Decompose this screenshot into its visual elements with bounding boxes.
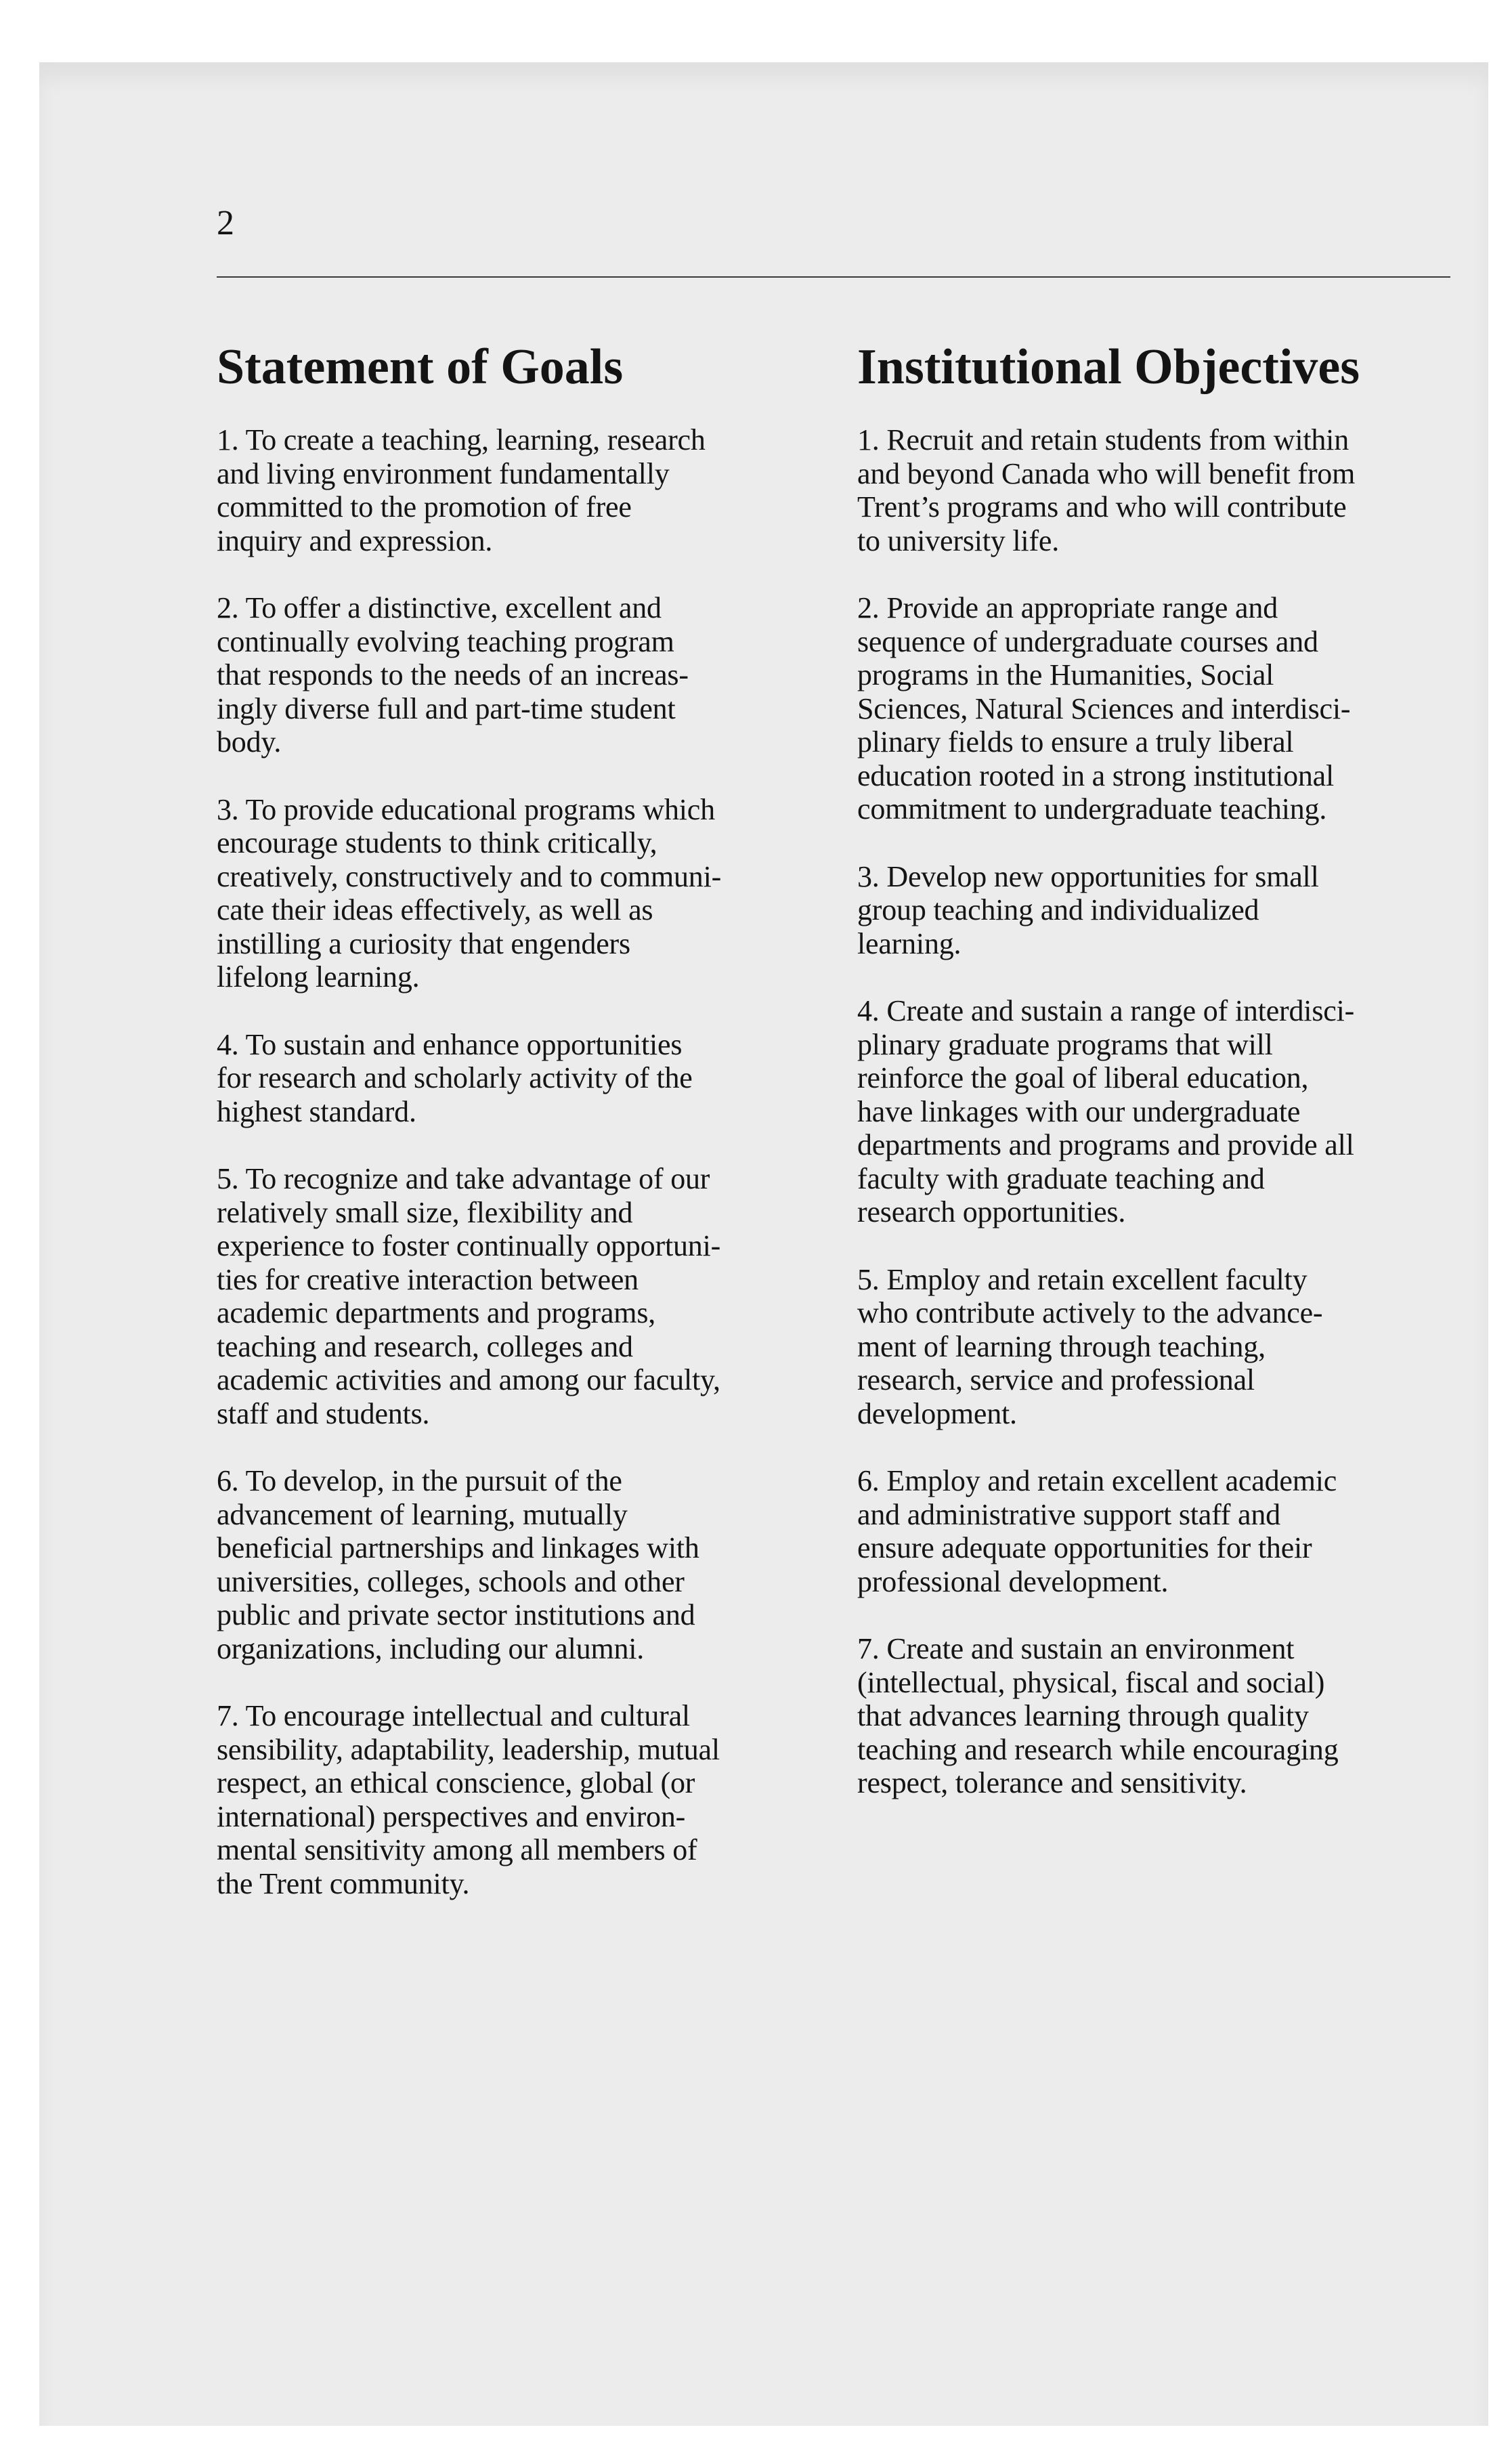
text-line: public and private sector institutions and bbox=[217, 1598, 695, 1632]
text-line: 1. Recruit and retain students from within bbox=[857, 423, 1349, 457]
text-line: departments and programs and provide all bbox=[857, 1128, 1354, 1162]
text-line: 2. To offer a distinctive, excellent and bbox=[217, 591, 662, 625]
objective-item bbox=[857, 1632, 1453, 1800]
statement-of-goals-heading: Statement of Goals bbox=[217, 339, 624, 395]
text-line: mental sensitivity among all members of bbox=[217, 1833, 697, 1867]
text-line: international) perspectives and environ- bbox=[217, 1799, 686, 1833]
text-line: lifelong learning. bbox=[217, 960, 420, 994]
text-line: body. bbox=[217, 725, 282, 759]
text-line: to university life. bbox=[857, 523, 1060, 557]
objective-item bbox=[857, 860, 1453, 961]
goal-item bbox=[217, 1699, 813, 1900]
text-line: academic departments and programs, bbox=[217, 1296, 656, 1330]
text-line: who contribute actively to the advance- bbox=[857, 1296, 1323, 1330]
objective-item bbox=[857, 1263, 1453, 1431]
goal-item bbox=[217, 1464, 813, 1665]
statement-of-goals-list bbox=[217, 423, 813, 1900]
objective-item bbox=[857, 994, 1453, 1229]
text-line: ingly diverse full and part-time student bbox=[217, 691, 676, 725]
text-line: and administrative support staff and bbox=[857, 1497, 1280, 1531]
text-line: 5. Employ and retain excellent faculty bbox=[857, 1262, 1308, 1296]
text-line: continually evolving teaching program bbox=[217, 624, 674, 658]
text-line: relatively small size, flexibility and bbox=[217, 1195, 633, 1229]
text-line: faculty with graduate teaching and bbox=[857, 1161, 1265, 1195]
text-line: plinary graduate programs that will bbox=[857, 1027, 1273, 1061]
text-line: universities, colleges, schools and other bbox=[217, 1564, 685, 1598]
text-line: respect, an ethical conscience, global (or bbox=[217, 1766, 695, 1800]
text-line: commitment to undergraduate teaching. bbox=[857, 792, 1327, 826]
text-line: that responds to the needs of an increas- bbox=[217, 658, 689, 692]
institutional-objectives-column bbox=[857, 340, 1453, 1834]
text-line: and beyond Canada who will benefit from bbox=[857, 456, 1356, 490]
text-line: research opportunities. bbox=[857, 1195, 1126, 1229]
statement-of-goals-column bbox=[217, 340, 813, 1934]
text-line: ties for creative interaction between bbox=[217, 1262, 639, 1296]
text-line: advancement of learning, mutually bbox=[217, 1497, 628, 1531]
goal-item bbox=[217, 1028, 813, 1129]
text-line: staff and students. bbox=[217, 1396, 430, 1430]
text-line: have linkages with our undergraduate bbox=[857, 1094, 1301, 1128]
text-line: (intellectual, physical, fiscal and social) bbox=[857, 1665, 1325, 1699]
text-line: programs in the Humanities, Social bbox=[857, 658, 1274, 692]
text-line: creatively, constructively and to communi- bbox=[217, 859, 722, 893]
text-line: reinforce the goal of liberal education, bbox=[857, 1061, 1309, 1095]
text-line: beneficial partnerships and linkages with bbox=[217, 1531, 699, 1565]
text-line: teaching and research, colleges and bbox=[217, 1329, 633, 1363]
text-line: 4. Create and sustain a range of interdisci- bbox=[857, 994, 1355, 1028]
text-line: education rooted in a strong institutional bbox=[857, 758, 1335, 792]
text-line: 5. To recognize and take advantage of our bbox=[217, 1162, 710, 1196]
text-line: Trent’s programs and who will contribute bbox=[857, 490, 1347, 524]
text-line: 6. To develop, in the pursuit of the bbox=[217, 1464, 622, 1498]
text-line: inquiry and expression. bbox=[217, 523, 493, 557]
text-line: highest standard. bbox=[217, 1094, 416, 1128]
text-line: sequence of undergraduate courses and bbox=[857, 624, 1318, 658]
text-line: research, service and professional bbox=[857, 1363, 1255, 1397]
text-line: cate their ideas effectively, as well as bbox=[217, 893, 653, 927]
text-line: 6. Employ and retain excellent academic bbox=[857, 1464, 1337, 1498]
goal-item bbox=[217, 423, 813, 557]
text-line: 7. Create and sustain an environment bbox=[857, 1632, 1295, 1666]
goal-item bbox=[217, 793, 813, 994]
text-line: that advances learning through quality bbox=[857, 1699, 1309, 1733]
document-page bbox=[39, 62, 1488, 2426]
text-line: committed to the promotion of free bbox=[217, 490, 632, 524]
text-line: plinary fields to ensure a truly liberal bbox=[857, 725, 1294, 759]
text-line: 1. To create a teaching, learning, research bbox=[217, 423, 706, 457]
text-line: encourage students to think critically, bbox=[217, 826, 657, 860]
text-line: 7. To encourage intellectual and cultural bbox=[217, 1699, 690, 1733]
text-line: organizations, including our alumni. bbox=[217, 1631, 645, 1665]
text-line: academic activities and among our faculty, bbox=[217, 1363, 720, 1397]
goal-item bbox=[217, 1162, 813, 1430]
text-line: respect, tolerance and sensitivity. bbox=[857, 1766, 1247, 1800]
text-line: 2. Provide an appropriate range and bbox=[857, 591, 1278, 625]
text-line: 3. Develop new opportunities for small bbox=[857, 859, 1319, 893]
objective-item bbox=[857, 423, 1453, 557]
goal-item bbox=[217, 591, 813, 759]
text-line: ensure adequate opportunities for their bbox=[857, 1531, 1312, 1565]
institutional-objectives-heading: Institutional Objectives bbox=[857, 339, 1360, 395]
text-line: group teaching and individualized bbox=[857, 893, 1259, 927]
text-line: instilling a curiosity that engenders bbox=[217, 926, 630, 960]
text-line: for research and scholarly activity of the bbox=[217, 1061, 693, 1095]
text-line: 3. To provide educational programs which bbox=[217, 792, 715, 826]
text-line: the Trent community. bbox=[217, 1866, 470, 1900]
institutional-objectives-list bbox=[857, 423, 1453, 1800]
text-line: ment of learning through teaching, bbox=[857, 1329, 1266, 1363]
text-line: sensibility, adaptability, leadership, mutual bbox=[217, 1732, 720, 1766]
text-line: professional development. bbox=[857, 1564, 1169, 1598]
text-line: 4. To sustain and enhance opportunities bbox=[217, 1027, 683, 1061]
text-line: experience to foster continually opportuni- bbox=[217, 1229, 721, 1263]
text-line: Sciences, Natural Sciences and interdisci- bbox=[857, 691, 1351, 725]
text-line: learning. bbox=[857, 926, 962, 960]
header-rule bbox=[217, 276, 1450, 278]
objective-item bbox=[857, 591, 1453, 826]
text-line: teaching and research while encouraging bbox=[857, 1732, 1339, 1766]
objective-item bbox=[857, 1464, 1453, 1598]
text-line: and living environment fundamentally bbox=[217, 456, 670, 490]
text-line: development. bbox=[857, 1396, 1017, 1430]
page-number: 2 bbox=[217, 204, 234, 242]
